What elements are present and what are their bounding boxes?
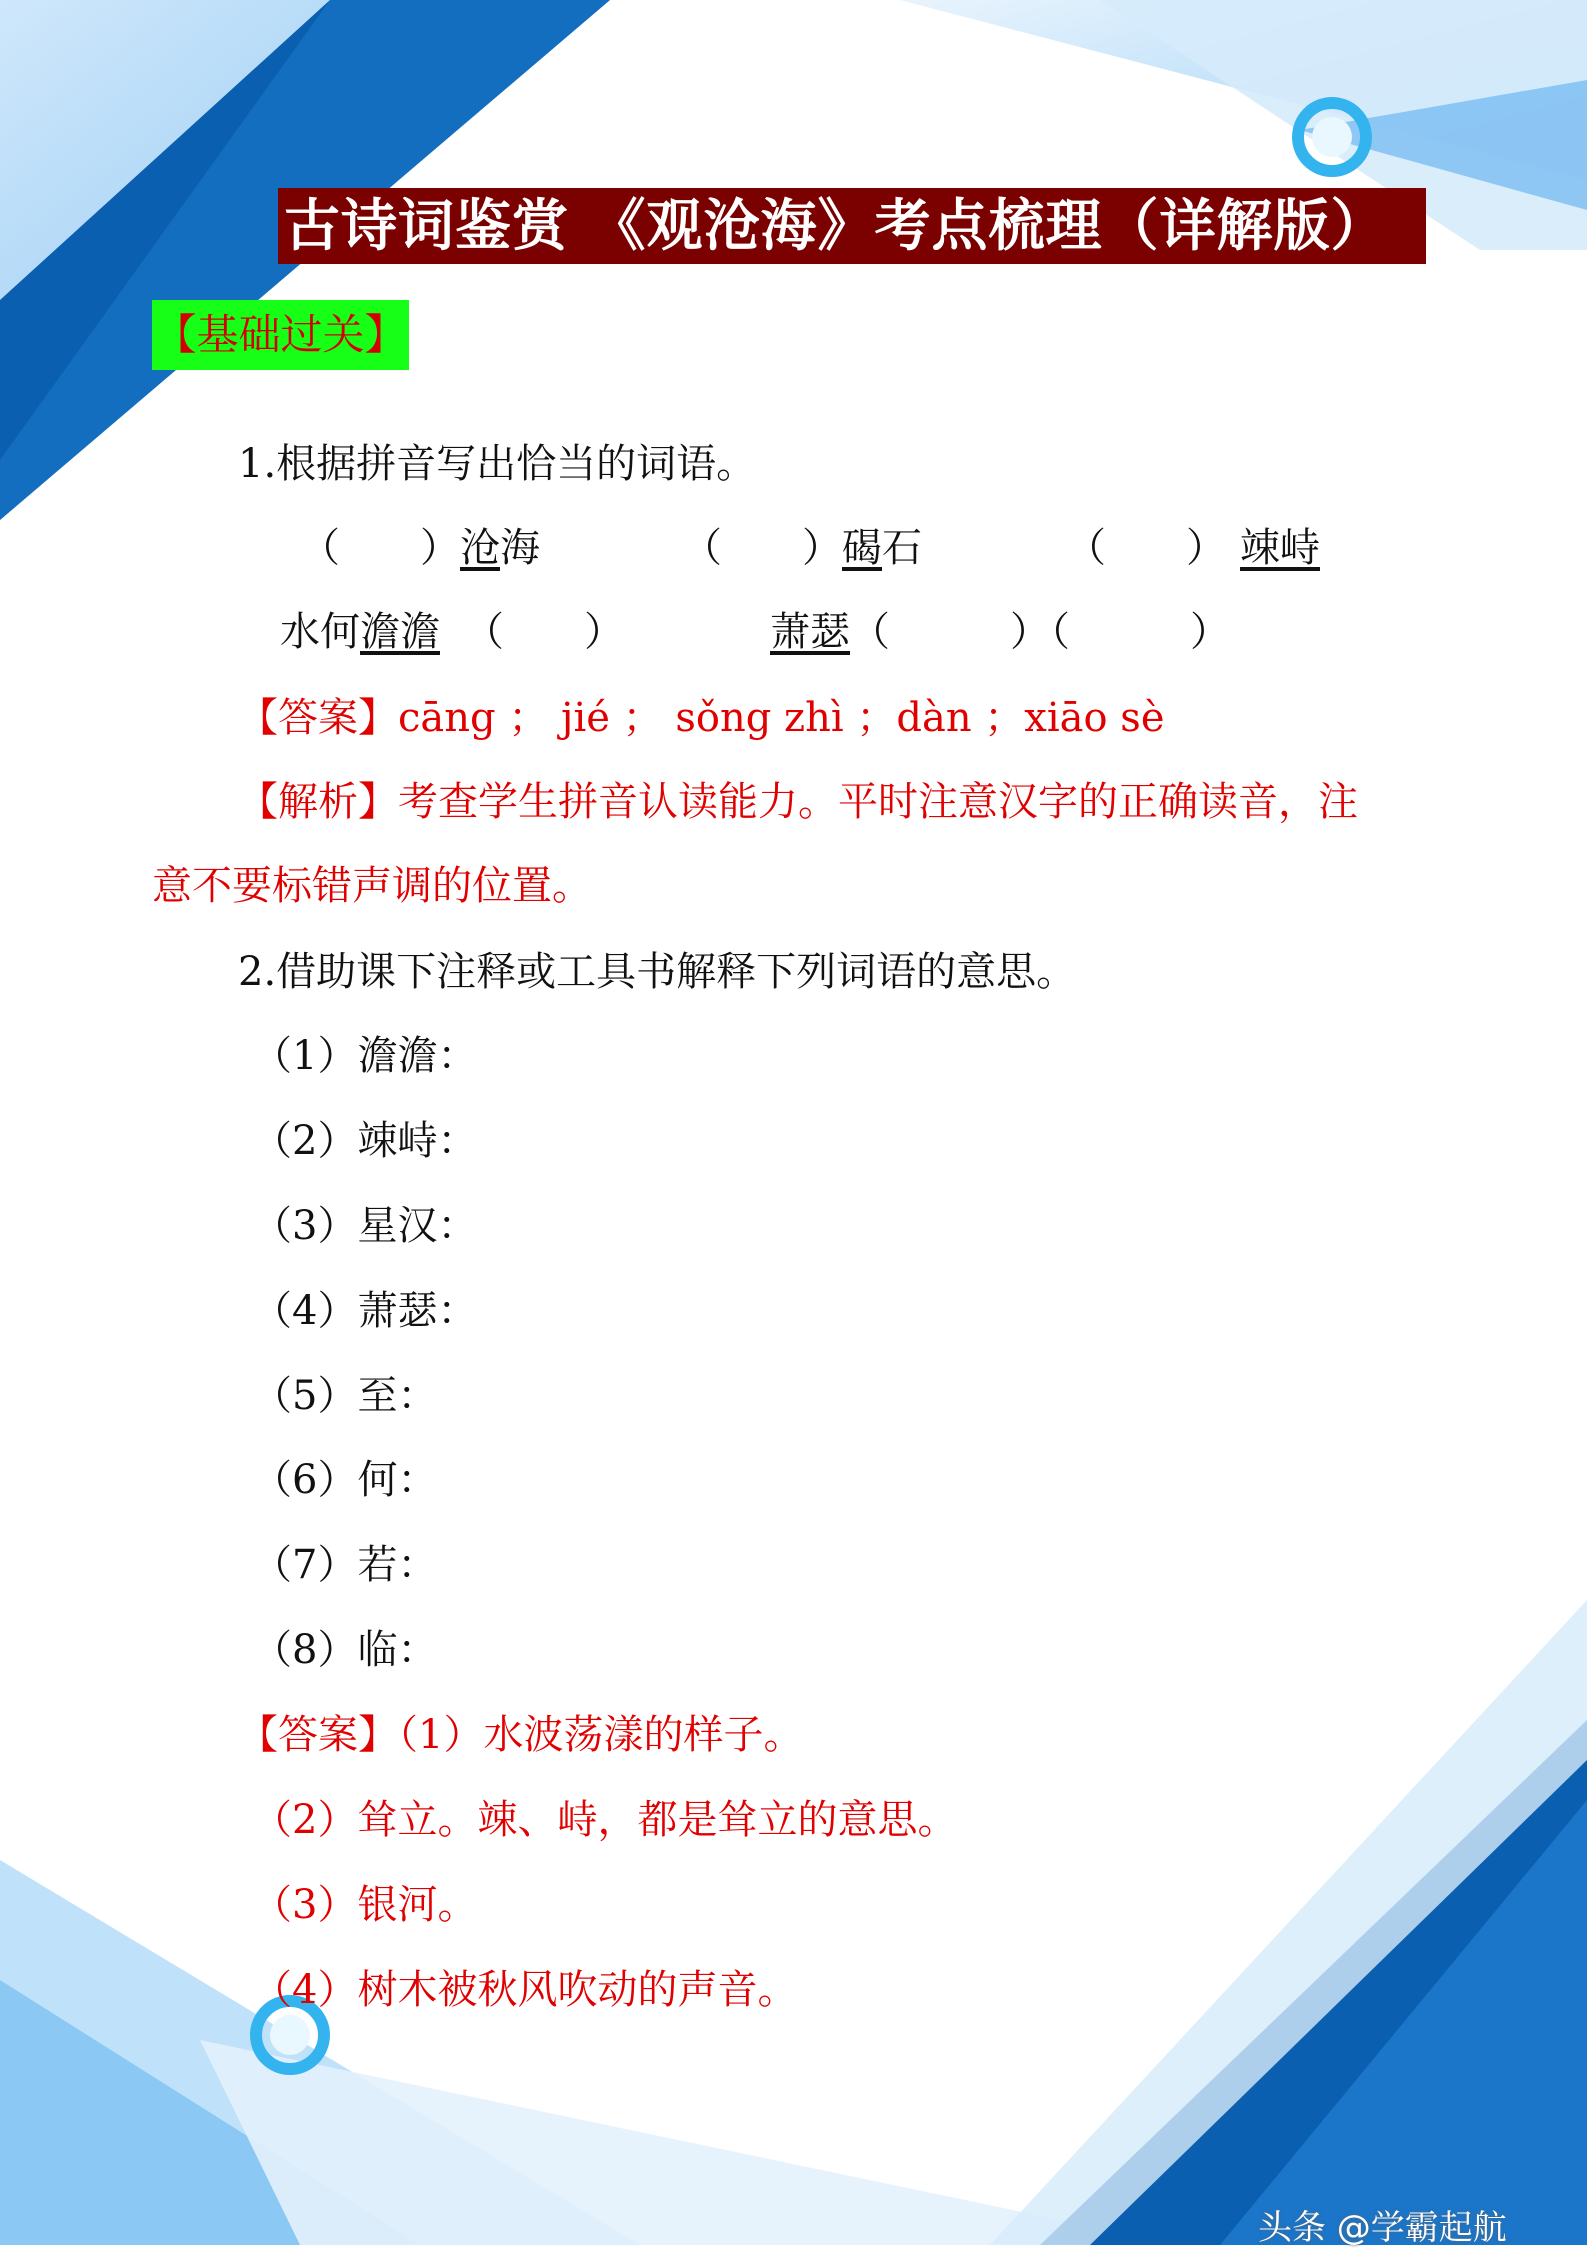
analysis-label: 【解析】 bbox=[238, 779, 398, 825]
q1-item: （ ） 竦峙 bbox=[1066, 525, 1320, 571]
q2-answer-line: （4）树木被秋风吹动的声音。 bbox=[252, 1967, 798, 2013]
q1-prompt: 1.根据拼音写出恰当的词语。 bbox=[238, 441, 757, 487]
q2-item: （2）竦峙： bbox=[252, 1118, 478, 1164]
q2-item: （4）萧瑟： bbox=[252, 1288, 478, 1334]
q1-item: （ ）沧海 bbox=[300, 525, 540, 571]
section-badge: 【基础过关】 bbox=[152, 300, 409, 370]
watermark: 头条 @学霸起航 bbox=[1258, 2208, 1507, 2248]
q1-analysis-line: 意不要标错声调的位置。 bbox=[152, 863, 592, 909]
q2-item: （6）何： bbox=[252, 1457, 438, 1503]
q1-item: （ ）碣石 bbox=[682, 525, 922, 571]
q2-answer-line: （2）耸立。竦、峙，都是耸立的意思。 bbox=[252, 1797, 958, 1843]
q2-item: （3）星汉： bbox=[252, 1203, 478, 1249]
answer-label: 【答案】 bbox=[238, 695, 398, 741]
q2-answer: 【答案】（1）水波荡漾的样子。 bbox=[238, 1712, 804, 1758]
answer-label: 【答案】 bbox=[238, 1712, 398, 1758]
answer-text: cāng ； jié ； sǒng zhì ；dàn ；xiāo sè bbox=[398, 695, 1165, 741]
q1-item: 水何澹澹 （ ） bbox=[280, 609, 624, 655]
q2-item: （1）澹澹： bbox=[252, 1033, 478, 1079]
q2-answer-line: （3）银河。 bbox=[252, 1882, 478, 1928]
q1-answer bbox=[238, 690, 1165, 746]
q2-prompt: 2.借助课下注释或工具书解释下列词语的意思。 bbox=[238, 949, 1077, 995]
q2-item: （5）至： bbox=[252, 1373, 438, 1419]
q2-item: （8）临： bbox=[252, 1627, 438, 1673]
page-title: 古诗词鉴赏 《观沧海》考点梳理（详解版） bbox=[278, 188, 1426, 264]
q2-item: （7）若： bbox=[252, 1542, 438, 1588]
q1-analysis-line: 【解析】考查学生拼音认读能力。平时注意汉字的正确读音，注 bbox=[238, 779, 1358, 825]
q1-item: 萧瑟（ ）（ ） bbox=[770, 609, 1230, 655]
